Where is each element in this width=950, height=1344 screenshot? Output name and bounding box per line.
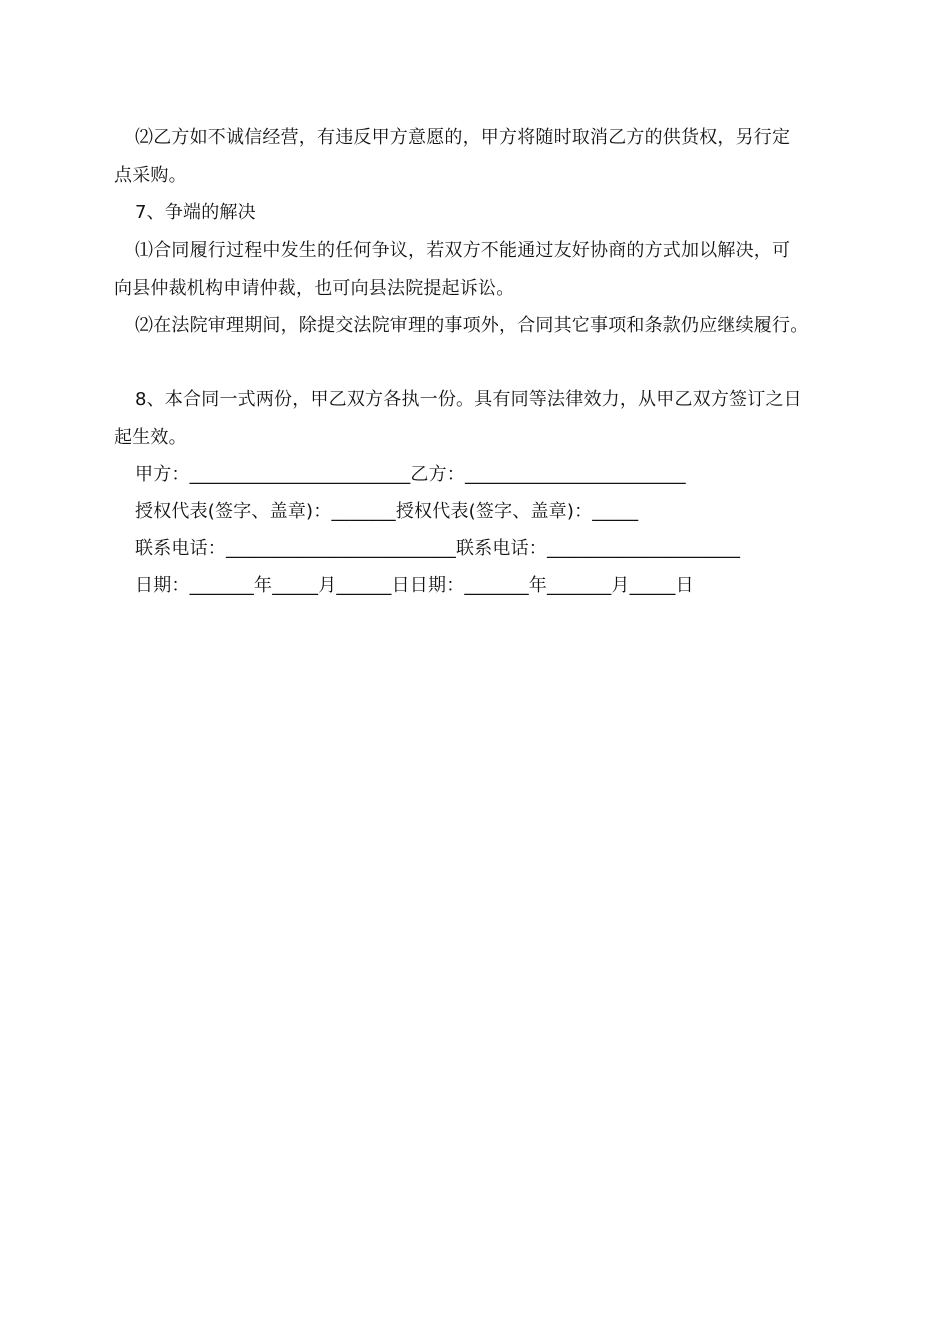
signature-parties: 甲方：________________________乙方：________________________ <box>135 464 686 485</box>
clause-7-heading: 7、争端的解决 <box>135 202 256 223</box>
clause-6-2-line-1: ⑵乙方如不诚信经营，有违反甲方意愿的，甲方将随时取消乙方的供货权，另行定 <box>135 127 791 148</box>
clause-7-1-line-2: 向县仲裁机构申请仲裁，也可向县法院提起诉讼。 <box>114 278 515 299</box>
signature-phones: 联系电话：_________________________联系电话：_____________________ <box>135 538 741 559</box>
clause-8-line-1: 8、本合同一式两份，甲乙双方各执一份。具有同等法律效力，从甲乙双方签订之日 <box>135 389 802 410</box>
signature-representatives: 授权代表(签字、盖章)：_______授权代表(签字、盖章)：_____ <box>135 501 639 522</box>
clause-7-2: ⑵在法院审理期间，除提交法院审理的事项外，合同其它事项和条款仍应继续履行。 <box>135 315 809 336</box>
signature-dates: 日期：_______年_____月______日日期：_______年_______月_____日 <box>135 575 694 596</box>
clause-8-line-2: 起生效。 <box>114 427 187 448</box>
clause-6-2-line-2: 点采购。 <box>114 165 187 186</box>
clause-7-1-line-1: ⑴合同履行过程中发生的任何争议，若双方不能通过友好协商的方式加以解决，可 <box>135 240 791 261</box>
